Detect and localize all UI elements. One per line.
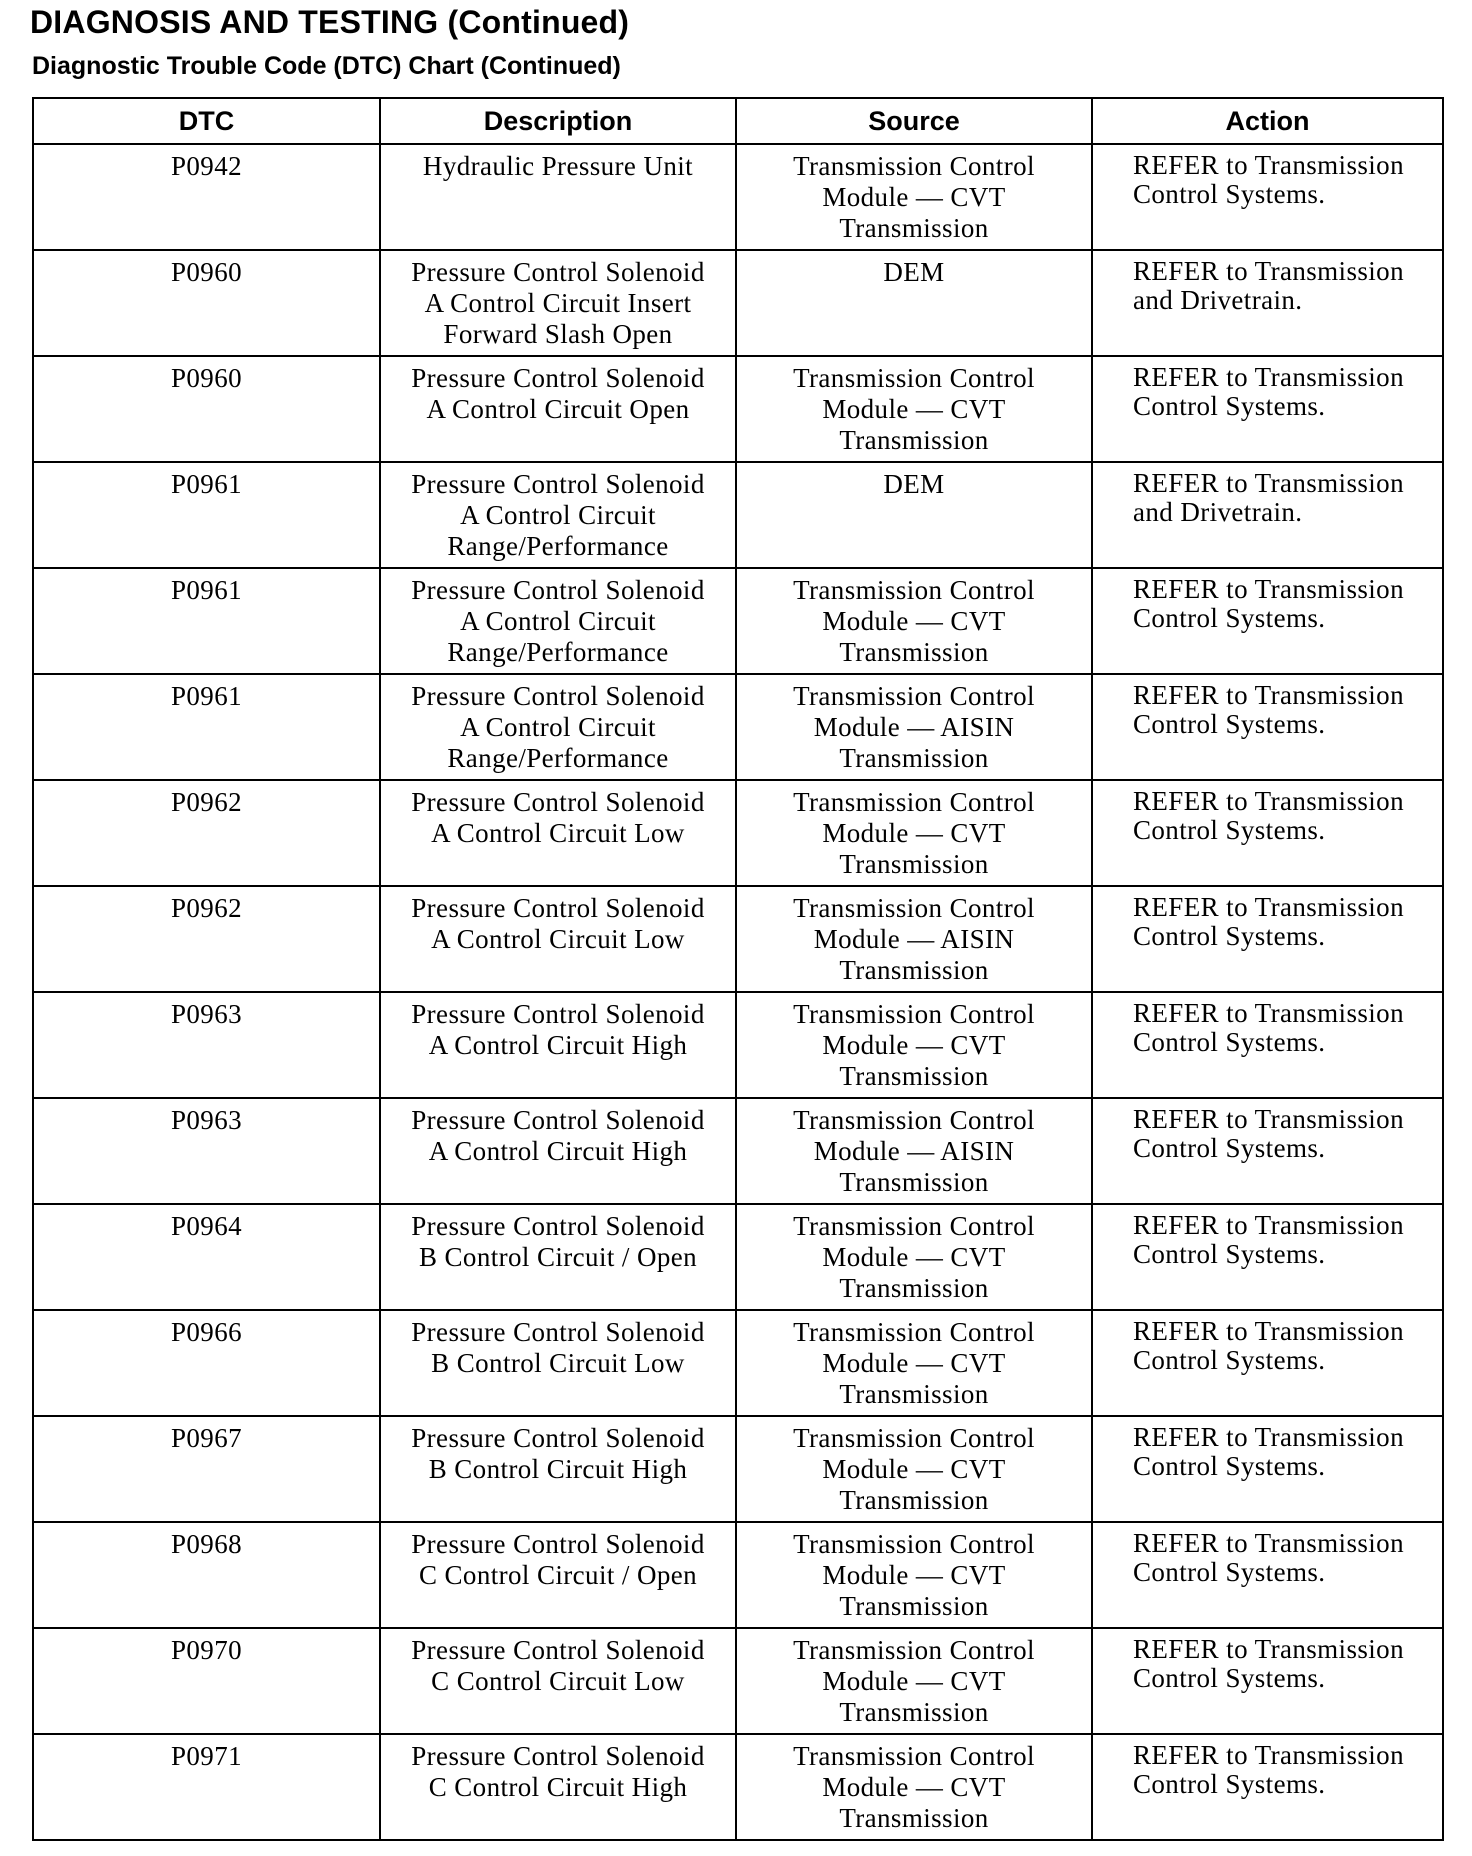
cell-source-line: Module — CVT [822,1666,1006,1696]
cell-action [1092,250,1443,356]
cell-dtc-code: P0960 [33,250,380,356]
cell-description-line: C Control Circuit Low [431,1666,685,1696]
cell-source [736,1522,1092,1628]
cell-action-line: and Drivetrain. [1133,497,1303,527]
cell-description-line: A Control Circuit High [428,1136,688,1166]
cell-action-line: Control Systems. [1133,1451,1326,1481]
cell-action [1092,1098,1443,1204]
cell-description-line: Pressure Control Solenoid [411,1317,705,1347]
cell-description [380,1522,736,1628]
table-row [33,674,1443,780]
cell-source [736,886,1092,992]
cell-source [736,780,1092,886]
cell-source-line: Module — CVT [822,818,1006,848]
cell-source [736,1734,1092,1840]
cell-action-line: Control Systems. [1133,1769,1326,1799]
cell-source [736,568,1092,674]
cell-dtc-code: P0967 [33,1416,380,1522]
cell-action-line: Control Systems. [1133,709,1326,739]
cell-description-line: Pressure Control Solenoid [411,999,705,1029]
cell-action [1092,568,1443,674]
cell-source-line: Transmission Control [793,1105,1035,1135]
cell-dtc-code: P0962 [33,780,380,886]
cell-source-line: Transmission [839,1273,989,1303]
table-row [33,1734,1443,1840]
chart-subtitle: Diagnostic Trouble Code (DTC) Chart (Continued) [32,52,621,80]
cell-source [736,674,1092,780]
cell-action-line: Control Systems. [1133,391,1326,421]
cell-description-line: Range/Performance [447,637,669,667]
cell-action-line: Control Systems. [1133,1557,1326,1587]
cell-description-line: Pressure Control Solenoid [411,575,705,605]
cell-description-line: Forward Slash Open [443,319,673,349]
cell-action-line: Control Systems. [1133,815,1326,845]
cell-description [380,1310,736,1416]
cell-action-line: REFER to Transmission [1133,468,1404,498]
cell-description-line: Pressure Control Solenoid [411,1741,705,1771]
cell-source-line: Transmission [839,637,989,667]
cell-action-line: Control Systems. [1133,603,1326,633]
cell-source-line: DEM [883,469,945,499]
cell-action-line: REFER to Transmission [1133,1316,1404,1346]
cell-source-line: Transmission Control [793,1423,1035,1453]
cell-action [1092,780,1443,886]
cell-source-line: Module — CVT [822,182,1006,212]
cell-description-line: Pressure Control Solenoid [411,1423,705,1453]
cell-source-line: Module — CVT [822,1030,1006,1060]
cell-action-line: Control Systems. [1133,921,1326,951]
cell-dtc-code: P0970 [33,1628,380,1734]
cell-source-line: Module — CVT [822,1454,1006,1484]
cell-source-line: Transmission Control [793,787,1035,817]
cell-description [380,992,736,1098]
cell-source [736,144,1092,250]
cell-source-line: Module — AISIN [813,1136,1015,1166]
cell-source-line: Transmission [839,1379,989,1409]
cell-action-line: REFER to Transmission [1133,1210,1404,1240]
cell-source-line: Transmission [839,1697,989,1727]
cell-description-line: Pressure Control Solenoid [411,363,705,393]
cell-source-line: Transmission [839,1591,989,1621]
cell-source [736,1098,1092,1204]
cell-description-line: A Control Circuit [460,712,656,742]
cell-description-line: Pressure Control Solenoid [411,893,705,923]
table-row [33,1310,1443,1416]
cell-action-line: REFER to Transmission [1133,574,1404,604]
cell-description [380,356,736,462]
cell-description-line: A Control Circuit High [428,1030,688,1060]
cell-source-line: Transmission [839,1061,989,1091]
cell-dtc-code: P0962 [33,886,380,992]
cell-source-line: Transmission [839,849,989,879]
cell-action-line: REFER to Transmission [1133,998,1404,1028]
cell-source [736,992,1092,1098]
cell-source-line: Transmission [839,425,989,455]
table-row [33,1416,1443,1522]
cell-action-line: and Drivetrain. [1133,285,1303,315]
cell-dtc-code: P0960 [33,356,380,462]
cell-source-line: Transmission Control [793,363,1035,393]
cell-description-line: Pressure Control Solenoid [411,787,705,817]
cell-description [380,144,736,250]
cell-description-line: B Control Circuit / Open [418,1242,698,1272]
table-row [33,1098,1443,1204]
cell-action-line: REFER to Transmission [1133,1528,1404,1558]
cell-description-line: Range/Performance [447,531,669,561]
cell-description-line: A Control Circuit Insert [424,288,692,318]
cell-source-line: Transmission [839,1485,989,1515]
cell-description [380,1204,736,1310]
cell-description-line: A Control Circuit [460,500,656,530]
cell-source-line: Module — AISIN [813,924,1015,954]
cell-action-line: Control Systems. [1133,1345,1326,1375]
cell-action-line: Control Systems. [1133,1133,1326,1163]
cell-description-line: C Control Circuit / Open [418,1560,698,1590]
cell-action [1092,356,1443,462]
table-body [33,144,1443,1840]
cell-action-line: REFER to Transmission [1133,362,1404,392]
cell-source-line: Module — AISIN [813,712,1015,742]
table-row [33,780,1443,886]
cell-source [736,250,1092,356]
cell-description-line: Range/Performance [447,743,669,773]
cell-action-line: REFER to Transmission [1133,1104,1404,1134]
cell-source-line: Transmission Control [793,999,1035,1029]
table-row [33,144,1443,250]
table-row [33,356,1443,462]
table-row [33,992,1443,1098]
cell-source-line: Transmission Control [793,575,1035,605]
column-header-description: Description [380,98,736,144]
cell-description [380,568,736,674]
cell-action-line: REFER to Transmission [1133,150,1404,180]
cell-description-line: A Control Circuit [460,606,656,636]
cell-action [1092,886,1443,992]
cell-action [1092,674,1443,780]
cell-description-line: Pressure Control Solenoid [411,681,705,711]
cell-action [1092,462,1443,568]
cell-dtc-code: P0964 [33,1204,380,1310]
cell-action [1092,1310,1443,1416]
table-row [33,462,1443,568]
cell-action [1092,992,1443,1098]
cell-description-line: Pressure Control Solenoid [411,1529,705,1559]
cell-description-line: A Control Circuit Low [431,924,685,954]
cell-source-line: Module — CVT [822,1348,1006,1378]
cell-source-line: Transmission Control [793,681,1035,711]
cell-description-line: Pressure Control Solenoid [411,1635,705,1665]
cell-action-line: REFER to Transmission [1133,1634,1404,1664]
cell-action [1092,1416,1443,1522]
cell-dtc-code: P0961 [33,568,380,674]
cell-description [380,1098,736,1204]
cell-source [736,1628,1092,1734]
cell-action-line: REFER to Transmission [1133,256,1404,286]
cell-action-line: REFER to Transmission [1133,786,1404,816]
cell-action [1092,1522,1443,1628]
table-row [33,568,1443,674]
cell-description-line: B Control Circuit High [428,1454,688,1484]
cell-dtc-code: P0968 [33,1522,380,1628]
column-header-dtc: DTC [33,98,380,144]
cell-dtc-code: P0963 [33,1098,380,1204]
cell-source [736,1204,1092,1310]
cell-description [380,1416,736,1522]
cell-source-line: Transmission Control [793,893,1035,923]
cell-action-line: REFER to Transmission [1133,1740,1404,1770]
cell-source-line: Transmission [839,743,989,773]
cell-description-line: Pressure Control Solenoid [411,257,705,287]
cell-description-line: C Control Circuit High [428,1772,688,1802]
table-row [33,1628,1443,1734]
cell-action-line: Control Systems. [1133,1663,1326,1693]
cell-description-line: B Control Circuit Low [431,1348,685,1378]
cell-source-line: Transmission Control [793,1529,1035,1559]
cell-source-line: Transmission Control [793,1317,1035,1347]
cell-source-line: Module — CVT [822,1242,1006,1272]
cell-dtc-code: P0963 [33,992,380,1098]
cell-action [1092,1734,1443,1840]
cell-action [1092,144,1443,250]
cell-source-line: Transmission Control [793,1211,1035,1241]
cell-source-line: Transmission [839,1803,989,1833]
cell-source [736,1416,1092,1522]
cell-description-line: Pressure Control Solenoid [411,1105,705,1135]
cell-source-line: Module — CVT [822,606,1006,636]
page-title: DIAGNOSIS AND TESTING (Continued) [30,4,630,40]
cell-dtc-code: P0971 [33,1734,380,1840]
cell-dtc-code: P0942 [33,144,380,250]
table-row [33,250,1443,356]
cell-description-line: Pressure Control Solenoid [411,469,705,499]
cell-source-line: Transmission Control [793,1741,1035,1771]
cell-description [380,674,736,780]
cell-action [1092,1204,1443,1310]
cell-description-line: A Control Circuit Low [431,818,685,848]
cell-source [736,356,1092,462]
cell-action-line: REFER to Transmission [1133,680,1404,710]
table-row [33,1522,1443,1628]
cell-description-line: A Control Circuit Open [426,394,690,424]
cell-description-line: Pressure Control Solenoid [411,1211,705,1241]
cell-source-line: Transmission [839,213,989,243]
cell-source-line: Module — CVT [822,1560,1006,1590]
cell-source-line: Transmission [839,1167,989,1197]
cell-action-line: REFER to Transmission [1133,892,1404,922]
cell-source-line: Module — CVT [822,394,1006,424]
cell-source-line: Transmission [839,955,989,985]
cell-description-line: Hydraulic Pressure Unit [422,151,694,181]
table-row [33,886,1443,992]
cell-description [380,1628,736,1734]
cell-action-line: Control Systems. [1133,1239,1326,1269]
cell-description [380,780,736,886]
cell-description [380,886,736,992]
cell-action [1092,1628,1443,1734]
cell-action-line: Control Systems. [1133,1027,1326,1057]
cell-source-line: DEM [883,257,945,287]
cell-source-line: Module — CVT [822,1772,1006,1802]
cell-dtc-code: P0961 [33,462,380,568]
dtc-chart-table [32,97,1444,1841]
cell-dtc-code: P0961 [33,674,380,780]
cell-source-line: Transmission Control [793,151,1035,181]
cell-description [380,1734,736,1840]
cell-source-line: Transmission Control [793,1635,1035,1665]
cell-description [380,250,736,356]
cell-source [736,1310,1092,1416]
column-header-source: Source [736,98,1092,144]
cell-description [380,462,736,568]
column-header-action: Action [1092,98,1443,144]
cell-dtc-code: P0966 [33,1310,380,1416]
cell-action-line: REFER to Transmission [1133,1422,1404,1452]
cell-action-line: Control Systems. [1133,179,1326,209]
table-row [33,1204,1443,1310]
cell-source [736,462,1092,568]
table-header-row [33,98,1443,144]
